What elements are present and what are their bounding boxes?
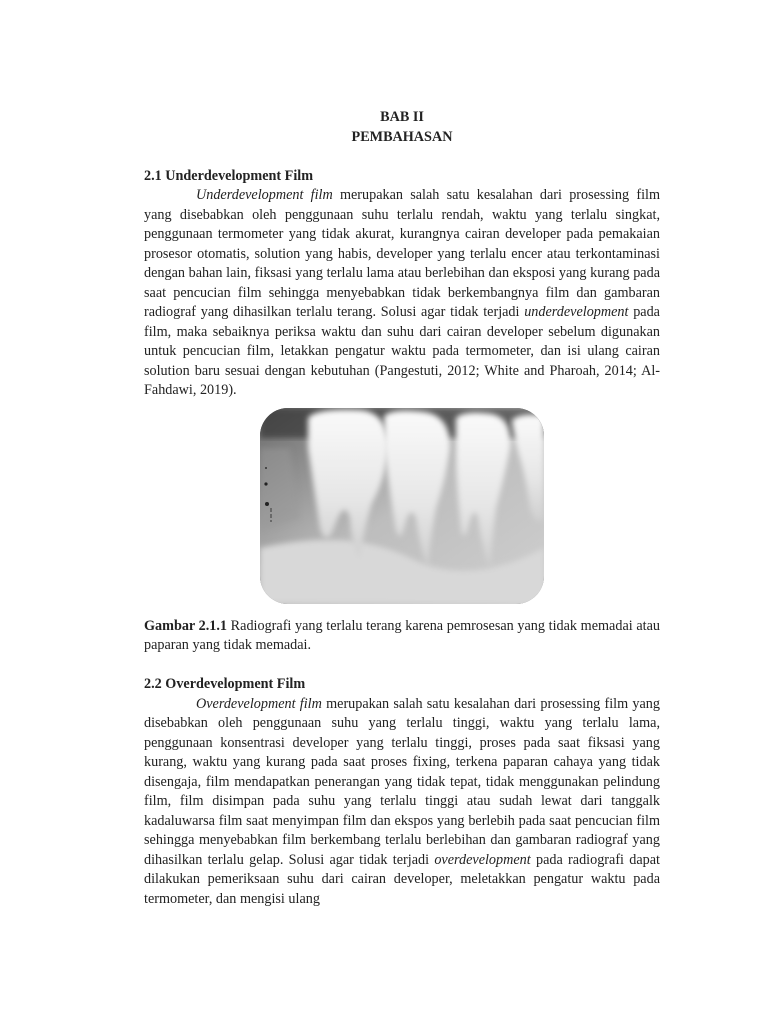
paragraph-overdevelopment [144, 695, 660, 910]
figure-label: Gambar 2.1.1 [144, 617, 228, 634]
section-heading-overdevelopment: 2.2 Overdevelopment Film [144, 676, 306, 692]
term-underdevelopment: underdevelopment [524, 304, 629, 320]
term-overdevelopment-film: Overdevelopment film [196, 695, 322, 712]
radiograph-drawing [260, 408, 544, 604]
term-overdevelopment: overdevelopment [434, 851, 531, 868]
paragraph-text-a: merupakan salah satu kesalahan dari prosessing film yang disebabkan oleh penggunaan suhu terlalu rendah, waktu yang terlalu singkat, penggunaan termometer yang tidak akurat, kurangnya cairan developer pada pemakaian prosesor otomatis, solution yang habis, developer yang terlalu encer atau terkontaminasi dengan bahan lain, fiksasi yang terlalu lama atau berlebihan dan eksposi yang kurang pada saat pencucian film sehingga menyebabkan tidak berkembangnya film dan gambaran radiograf yang dihasilkan terlalu terang. Solusi agar tidak terjadi [144, 187, 660, 320]
paragraph-text-b: pada film, maka sebaiknya periksa waktu dan suhu dari cairan developer sebelum digunakan untuk pencucian film, letakkan pengatur waktu pada termometer, dan isi ulang cairan solution baru sesuai dengan kebutuhan (Pangestuti, 2012; White and Pharoah, 2014; Al-Fahdawi, 2019). [144, 304, 660, 398]
paragraph-text-a: merupakan salah satu kesalahan dari prosessing film yang disebabkan oleh penggunaan suhu yang terlalu tinggi, waktu yang terlalu lama, penggunaan konsentrasi developer yang terlalu tinggi, proses pada saat fiksasi yang kurang, waktu yang kurang pada saat proses fixing, terkena paparan cahaya yang tidak disengaja, film mendapatkan penerangan yang tidak tepat, tidak menggunakan pelindung film, film disimpan pada suhu yang terlalu tinggi atau sudah lewat dari tanggalk kadaluwarsa film saat menyimpan film dan ekspos yang berlebih pada saat pencucian film sehingga menyebabkan film berkembang terlalu berlebihan dan gambaran radiograf yang dihasilkan terlalu gelap. Solusi agar tidak terjadi [144, 695, 660, 868]
document-page [144, 108, 660, 909]
term-underdevelopment-film: Underdevelopment film [196, 187, 333, 203]
chapter-title: PEMBAHASAN [351, 128, 453, 145]
paragraph-text-b: pada radiografi dapat dilakukan pemeriksaan suhu dari cairan developer, meletakkan pengatur waktu pada termometer, dan mengisi ulang [144, 851, 660, 907]
figure-caption [144, 617, 660, 656]
figure-caption-text: Radiografi yang terlalu terang karena pemrosesan yang tidak memadai atau paparan yang tidak memadai. [144, 617, 660, 653]
dental-radiograph-image [260, 408, 544, 604]
paragraph-underdevelopment [144, 186, 660, 401]
chapter-number: BAB II [380, 109, 424, 125]
figure-container [144, 408, 660, 604]
section-heading-underdevelopment: 2.1 Underdevelopment Film [144, 167, 314, 184]
